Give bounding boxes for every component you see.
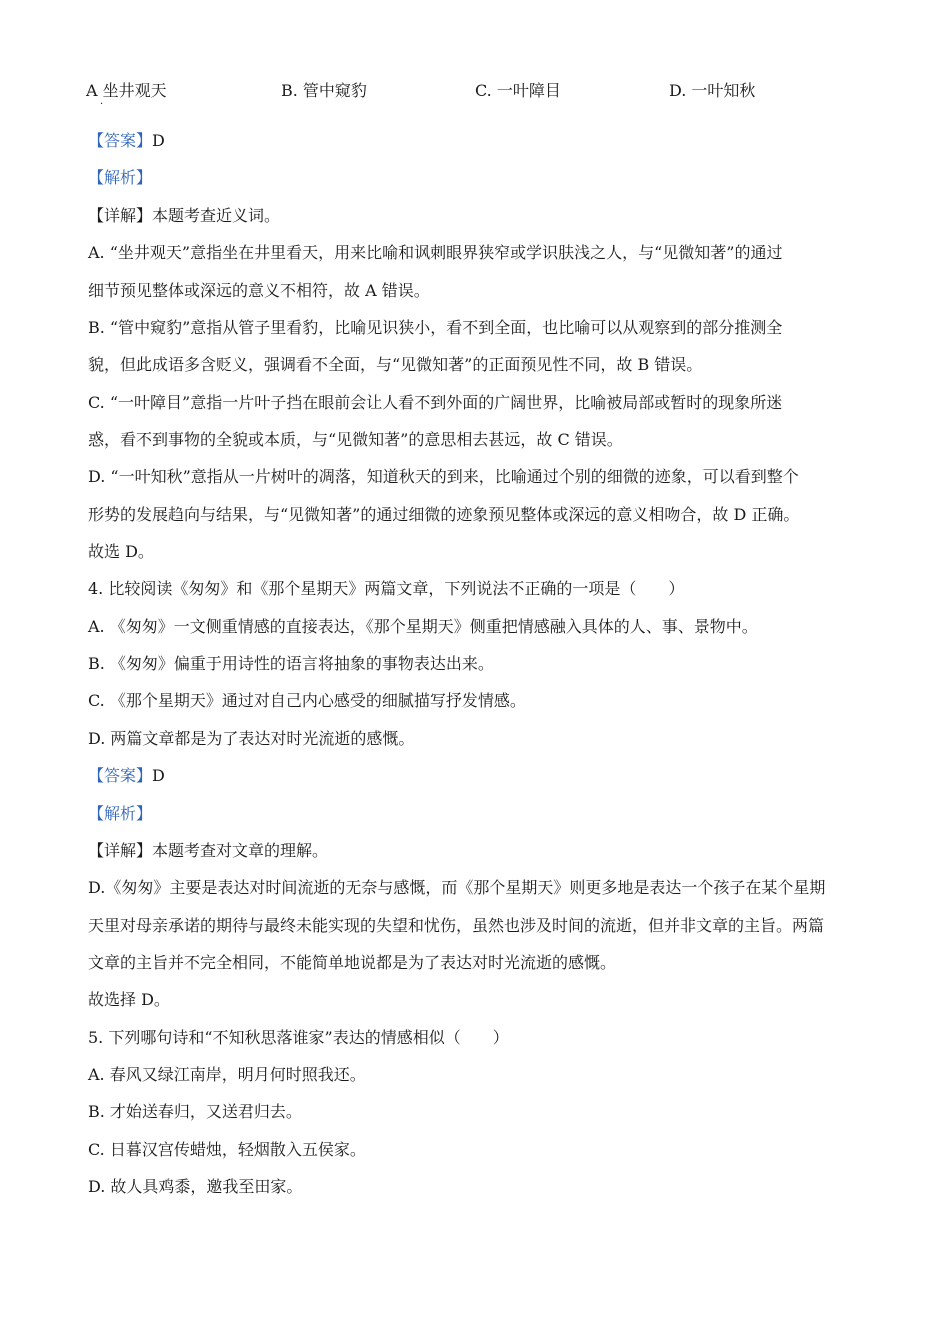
q3-line-1: A. “坐井观天”意指坐在井里看天，用来比喻和讽刺眼界狭窄或学识肤浅之人，与“见微知著”的通过 [88, 243, 783, 262]
option-a: A 坐井观天 [86, 81, 167, 100]
answer-value: D [152, 766, 165, 785]
q5-option-d: D. 故人具鸡黍，邀我至田家。 [88, 1177, 303, 1196]
answer-tag: 【答案】 [88, 766, 153, 785]
q4-line-1: D.《匆匆》主要是表达对时间流逝的无奈与感慨，而《那个星期天》则更多地是表达一个孩子在某个星期 [88, 878, 826, 897]
q3-line-5: C. “一叶障目”意指一片叶子挡在眼前会让人看不到外面的广阔世界，比喻被局部或暂时的现象所迷 [88, 393, 783, 412]
q4-line-3: 文章的主旨并不完全相同，不能简单地说都是为了表达对时光流逝的感慨。 [88, 953, 617, 972]
q4-answer [88, 765, 863, 787]
q3-line-7: D. “一叶知秋”意指从一片树叶的凋落，知道秋天的到来，比喻通过个别的细微的迹象，可以看到整个 [88, 467, 799, 486]
q4-line-4: 故选择 D。 [88, 990, 170, 1009]
q4-question: 4. 比较阅读《匆匆》和《那个星期天》两篇文章，下列说法不正确的一项是（ ） [88, 579, 685, 598]
q4-analysis-tag: 【解析】 [88, 804, 153, 823]
q3-line-6: 惑，看不到事物的全貌或本质，与“见微知著”的意思相去甚远，故 C 错误。 [88, 430, 623, 449]
q4-option-b: B. 《匆匆》偏重于用诗性的语言将抽象的事物表达出来。 [88, 654, 494, 673]
q4-option-c: C. 《那个星期天》通过对自己内心感受的细腻描写抒发情感。 [88, 691, 526, 710]
answer-tag: 【答案】 [88, 131, 153, 150]
q5-option-b: B. 才始送春归，又送君归去。 [88, 1102, 302, 1121]
q4-option-a: A. 《匆匆》一文侧重情感的直接表达，《那个星期天》侧重把情感融入具体的人、事、景物中。 [88, 617, 758, 636]
option-b: B. 管中窥豹 [281, 81, 367, 100]
q5-option-a: A. 春风又绿江南岸，明月何时照我还。 [88, 1065, 366, 1084]
q5-question: 5. 下列哪句诗和“不知秋思落谁家”表达的情感相似（ ） [88, 1028, 509, 1047]
q3-line-8: 形势的发展趋向与结果，与“见微知著”的通过细微的迹象预见整体或深远的意义相吻合，故 D 正确。 [88, 505, 800, 524]
answer-value: D [152, 131, 165, 150]
emphasis-dot: · [100, 99, 104, 110]
q3-detail: 【详解】本题考查近义词。 [88, 206, 281, 225]
q3-line-4: 貌，但此成语多含贬义，强调看不全面，与“见微知著”的正面预见性不同，故 B 错误。 [88, 355, 703, 374]
q4-detail: 【详解】本题考查对文章的理解。 [88, 841, 329, 860]
q3-line-9: 故选 D。 [88, 542, 154, 561]
q3-analysis-tag: 【解析】 [88, 168, 153, 187]
option-c: C. 一叶障目 [475, 81, 561, 100]
option-d: D. 一叶知秋 [669, 81, 756, 100]
q3-line-3: B. “管中窥豹”意指从管子里看豹，比喻见识狭小，看不到全面，也比喻可以从观察到的部分推测全 [88, 318, 783, 337]
q5-option-c: C. 日暮汉宫传蜡烛，轻烟散入五侯家。 [88, 1140, 366, 1159]
q4-line-2: 天里对母亲承诺的期待与最终未能实现的失望和忧伤，虽然也涉及时间的流逝，但并非文章的主旨。两篇 [88, 916, 825, 935]
q3-line-2: 细节预见整体或深远的意义不相符，故 A 错误。 [88, 281, 430, 300]
q4-option-d: D. 两篇文章都是为了表达对时光流逝的感慨。 [88, 729, 415, 748]
q3-answer [88, 130, 863, 152]
